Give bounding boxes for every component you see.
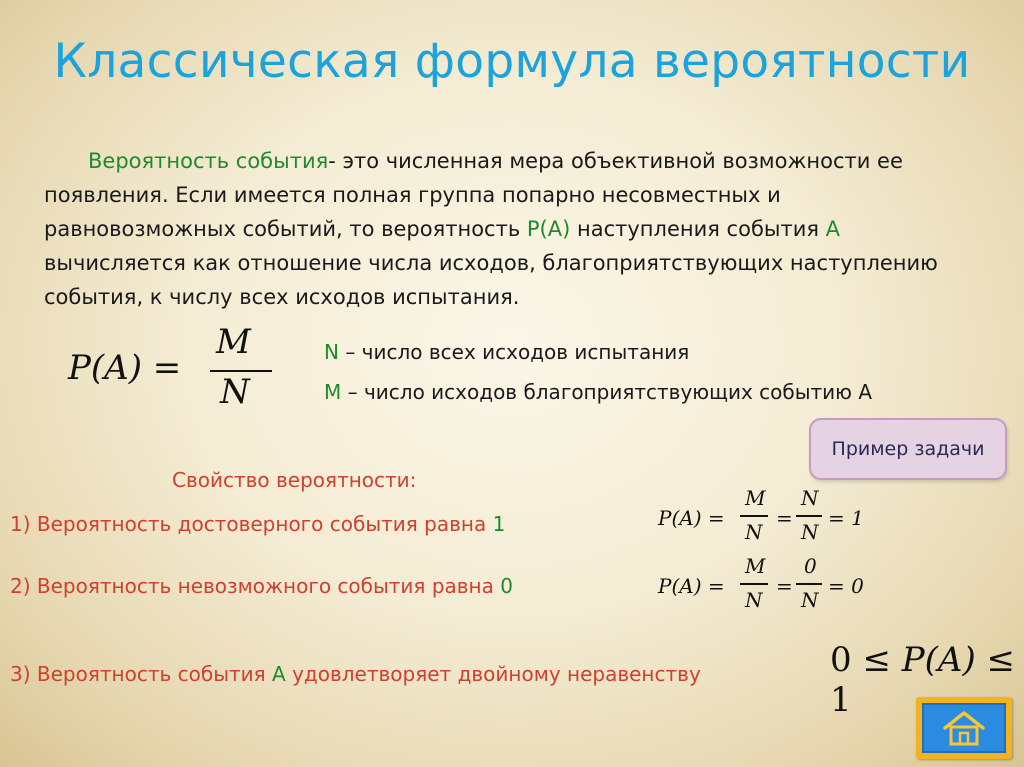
definition-line-2: появления. Если имеется полная группа попарно несовместных и — [44, 183, 781, 207]
example-task-button[interactable]: Пример задачи — [809, 418, 1007, 480]
definition-paragraph — [44, 144, 994, 314]
definition-line-5: события, к числу всех исходов испытания. — [44, 285, 520, 309]
property-3-post: удовлетворяет двойному неравенству — [285, 662, 701, 686]
formula-2-frac2-den: N — [801, 588, 819, 612]
definition-line-3 — [44, 212, 994, 246]
property-1-value: 1 — [492, 512, 506, 536]
property-1-text: 1) Вероятность достоверного события равна — [10, 512, 493, 536]
inequality-right: ≤ 1 — [830, 640, 1016, 720]
property-3 — [10, 662, 701, 686]
formula-1-frac1-num: M — [745, 486, 766, 510]
slide-title: Классическая формула вероятности — [53, 34, 971, 89]
formula-1-eq1: = — [776, 506, 793, 530]
legend-n — [324, 340, 689, 364]
definition-line-4: вычисляется как отношение числа исходов, благоприятствующих наступлению — [44, 251, 938, 275]
formula-lhs: P(A) = — [68, 348, 182, 388]
definition-line-1-text: - это численная мера объективной возможности ее — [328, 149, 903, 173]
definition-line-1 — [44, 144, 994, 178]
formula-1-frac1-bar — [740, 515, 768, 517]
event-symbol: А — [825, 217, 841, 241]
formula-1-result: = 1 — [828, 506, 864, 530]
property-3-event: А — [272, 662, 286, 686]
formula-2-frac1-num: M — [745, 554, 766, 578]
formula-denominator: N — [220, 372, 250, 412]
probability-symbol: P(A) — [526, 217, 571, 241]
home-button-face[interactable] — [922, 703, 1006, 753]
formula-2-lhs: P(A) = — [658, 574, 725, 598]
properties-heading: Свойство вероятности: — [172, 468, 417, 492]
home-button[interactable] — [916, 697, 1012, 759]
definition-term: Вероятность события — [88, 149, 329, 173]
legend-n-symbol: N — [324, 340, 339, 364]
property-3-pre: 3) Вероятность события — [10, 662, 273, 686]
formula-2-eq1: = — [776, 574, 793, 598]
legend-m-symbol: M — [324, 380, 342, 404]
property-1 — [10, 512, 505, 536]
legend-m — [324, 380, 872, 404]
legend-m-text: – число исходов благоприятствующих событию А — [341, 380, 873, 404]
formula-1-frac2-num: N — [801, 486, 819, 510]
legend-n-text: – число всех исходов испытания — [338, 340, 690, 364]
formula-2-frac1-bar — [740, 583, 768, 585]
formula-2-result: = 0 — [828, 574, 864, 598]
formula-numerator: M — [216, 322, 251, 362]
formula-2-frac1-den: N — [745, 588, 763, 612]
home-icon — [941, 709, 987, 747]
formula-1-frac2-bar — [796, 515, 822, 517]
classical-probability-formula — [64, 322, 294, 416]
definition-line-3-text: равновозможных событий, то вероятность — [44, 217, 527, 241]
formula-2-frac2-bar — [796, 583, 822, 585]
property-2 — [10, 574, 513, 598]
property-2-value: 0 — [500, 574, 513, 598]
formula-1-frac1-den: N — [745, 520, 763, 544]
formula-1-frac2-den: N — [801, 520, 819, 544]
inequality-left: 0 ≤ — [830, 640, 902, 680]
inequality-middle: P(A) — [901, 640, 976, 680]
definition-line-3-mid: наступления события — [570, 217, 826, 241]
property-2-text: 2) Вероятность невозможного события равна — [10, 574, 501, 598]
formula-1-lhs: P(A) = — [658, 506, 725, 530]
formula-2-frac2-num: 0 — [804, 554, 817, 578]
